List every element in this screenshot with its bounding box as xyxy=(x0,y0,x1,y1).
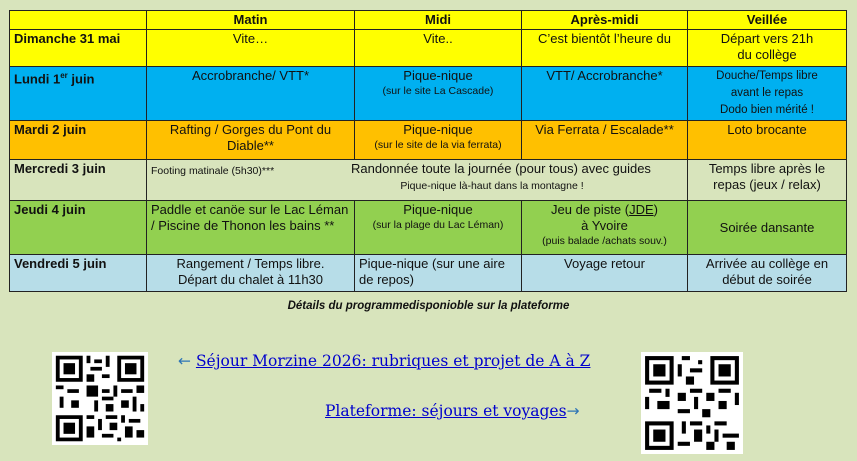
day-label-prefix: Lundi 1 xyxy=(14,71,61,87)
rando-text: Randonnée toute la journée (pour tous) avec guides xyxy=(351,161,651,176)
cell-veillee: Temps libre après le repas (jeux / relax) xyxy=(688,160,847,201)
veillee-line-1: Douche/Temps libre xyxy=(716,70,818,82)
plateforme-link-text[interactable]: Plateforme: séjours et voyages xyxy=(325,402,567,420)
day-label-sup: er xyxy=(60,71,68,80)
corner-cell xyxy=(10,11,147,30)
cell-matin: Paddle et canöe sur le Lac Léman / Piscine de Thonon les bains ** xyxy=(147,201,355,255)
cell-apres-midi: C’est bientôt l’heure du xyxy=(522,30,688,67)
row-vendredi xyxy=(10,255,847,292)
cell-apres-midi: VTT/ Accrobranche* xyxy=(522,67,688,121)
qr-code-icon-right xyxy=(641,352,743,454)
day-label: Vendredi 5 juin xyxy=(10,255,147,292)
cell-midi xyxy=(355,201,522,255)
row-mercredi xyxy=(10,160,847,201)
midi-main: Pique-nique xyxy=(403,122,473,137)
sejour-link-text[interactable]: Séjour Morzine 2026: rubriques et projet de A à Z xyxy=(195,352,591,370)
header-row xyxy=(10,11,847,30)
sejour-link[interactable] xyxy=(178,352,590,370)
veillee-line-2: du collège xyxy=(737,47,797,62)
day-label xyxy=(10,67,147,121)
cell-apres-midi: Via Ferrata / Escalade** xyxy=(522,121,688,160)
rando-note: Pique-nique là-haut dans la montagne ! xyxy=(400,180,584,192)
cell-matin: Accrobranche/ VTT* xyxy=(147,67,355,121)
row-lundi xyxy=(10,67,847,121)
day-label: Mercredi 3 juin xyxy=(10,160,147,201)
cell-apres-midi: Voyage retour xyxy=(522,255,688,292)
jde-link[interactable]: JDE xyxy=(629,202,654,217)
cell-veillee: Loto brocante xyxy=(688,121,847,160)
cell-midi: Pique-nique (sur une aire de repos) xyxy=(355,255,522,292)
cell-veillee xyxy=(688,30,847,67)
midi-note: (sur la plage du Lac Léman) xyxy=(372,219,504,231)
cell-veillee: Arrivée au collège en début de soirée xyxy=(688,255,847,292)
apres-midi-line-1 xyxy=(526,202,683,218)
day-label: Dimanche 31 mai xyxy=(10,30,147,67)
qr-code-graphic xyxy=(52,352,148,445)
schedule-table xyxy=(9,10,847,292)
jeu-de-piste-text: Jeu de piste ( xyxy=(551,202,630,217)
qr-code-graphic xyxy=(641,352,743,454)
footing-text: Footing matinale (5h30)*** xyxy=(151,165,275,177)
cell-mercredi-journee xyxy=(147,160,688,201)
cell-veillee xyxy=(688,67,847,121)
midi-main: Pique-nique xyxy=(403,202,473,217)
row-jeudi xyxy=(10,201,847,255)
row-mardi xyxy=(10,121,847,160)
header-apres-midi: Après-midi xyxy=(522,11,688,30)
apres-midi-note: (puis balade /achats souv.) xyxy=(542,235,667,247)
cell-midi xyxy=(355,67,522,121)
day-label: Jeudi 4 juin xyxy=(10,201,147,255)
matin-line-1: Rangement / Temps libre. xyxy=(176,256,325,271)
row-dimanche xyxy=(10,30,847,67)
matin-line-2: Départ du chalet à 11h30 xyxy=(177,272,324,287)
caption: Détails du programmedisponioble sur la plateforme xyxy=(287,300,570,312)
cell-veillee: Soirée dansante xyxy=(688,201,847,255)
day-label: Mardi 2 juin xyxy=(10,121,147,160)
header-midi: Midi xyxy=(355,11,522,30)
cell-matin: Vite… xyxy=(147,30,355,67)
day-label-suffix: juin xyxy=(67,71,95,87)
cell-matin xyxy=(147,255,355,292)
midi-note: (sur le site de la via ferrata) xyxy=(374,139,502,151)
midi-main: Pique-nique xyxy=(403,68,473,83)
apres-midi-line-2: à Yvoire xyxy=(581,218,628,233)
header-matin: Matin xyxy=(147,11,355,30)
plateforme-link[interactable] xyxy=(325,402,580,420)
veillee-line-1: Départ vers 21h xyxy=(720,31,814,46)
header-veillee: Veillée xyxy=(688,11,847,30)
cell-apres-midi xyxy=(522,201,688,255)
qr-code-icon-left xyxy=(52,352,148,445)
cell-midi: Vite.. xyxy=(355,30,522,67)
veillee-line-2: avant le repas xyxy=(730,87,804,99)
arrow-left-icon: ← xyxy=(178,352,191,370)
veillee-line-3: Dodo bien mérité ! xyxy=(720,104,814,116)
close-paren: ) xyxy=(653,202,658,217)
midi-note: (sur le site La Cascade) xyxy=(382,85,494,97)
cell-matin: Rafting / Gorges du Pont du Diable** xyxy=(147,121,355,160)
arrow-right-icon: → xyxy=(566,402,580,420)
cell-midi xyxy=(355,121,522,160)
